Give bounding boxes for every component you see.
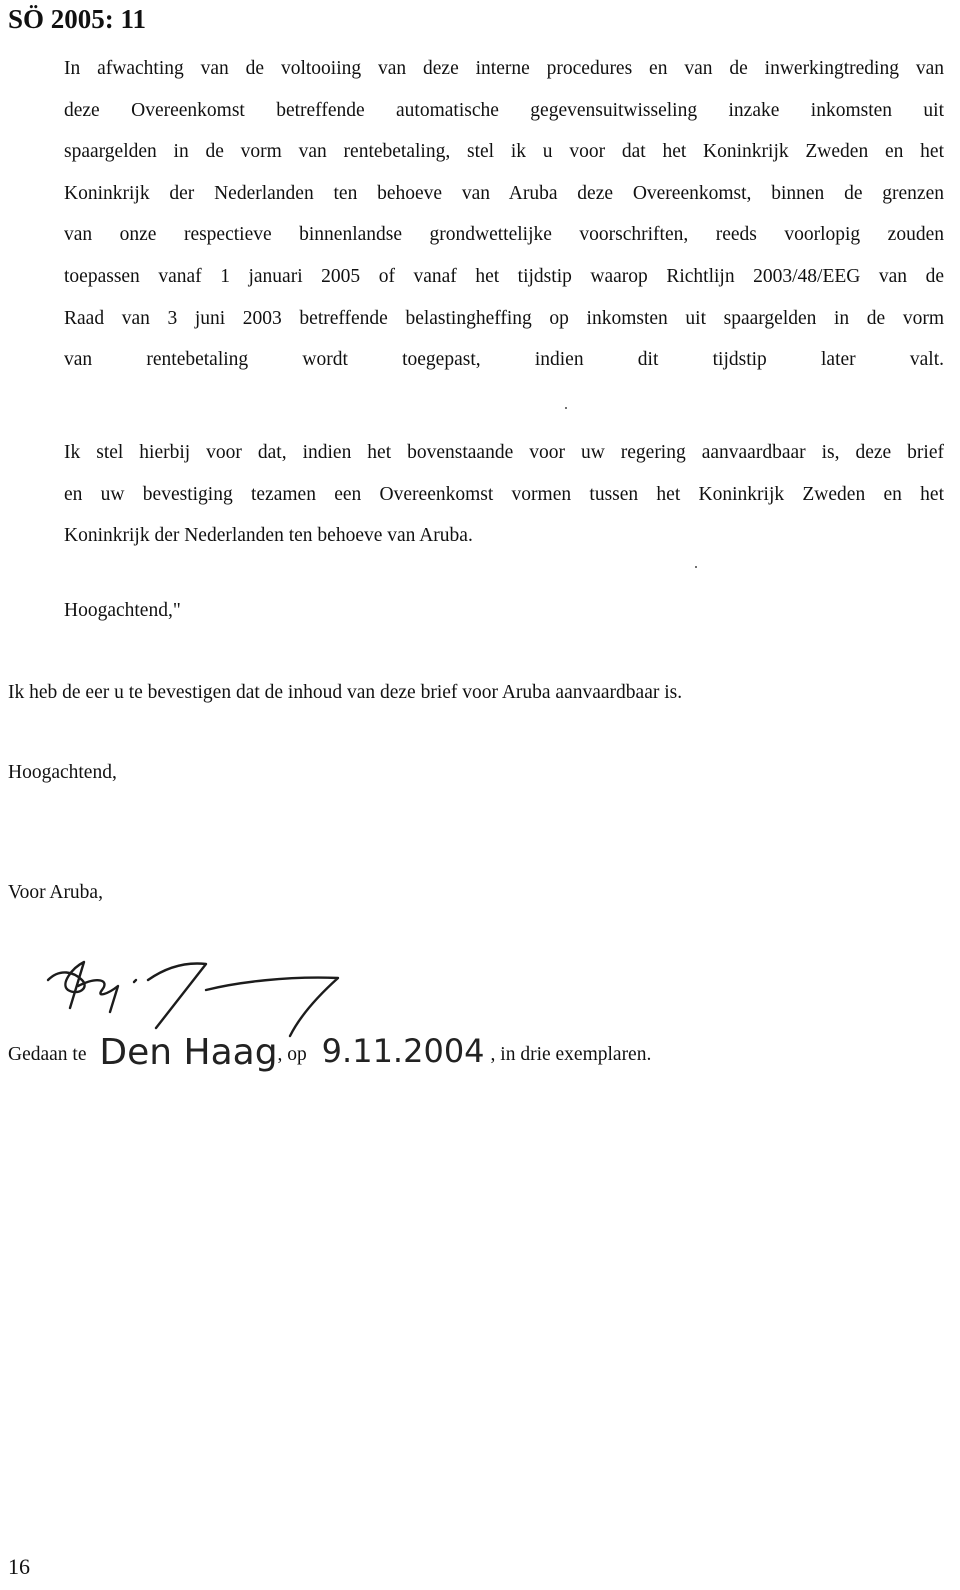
scan-speck — [695, 566, 697, 568]
text-line: spaargelden in de vorm van rentebetaling, stel ik u voor dat het Koninkrijk Zweden en het — [64, 141, 944, 163]
text-line: van onze respectieve binnenlandse grondwettelijke voorschriften, reeds voorlopig zouden — [64, 224, 944, 246]
text-line: deze Overeenkomst betreffende automatische gegevensuitwisseling inzake inkomsten uit — [64, 99, 944, 121]
execution-line — [8, 1032, 651, 1073]
signatory-label: Voor Aruba, — [8, 882, 103, 903]
handwritten-place: Den Haag — [99, 1032, 278, 1073]
closing-quoted: Hoogachtend," — [64, 600, 181, 621]
text-line: en uw bevestiging tezamen een Overeenkomst vormen tussen het Koninkrijk Zweden en het — [64, 483, 944, 505]
text-line: Koninkrijk der Nederlanden ten behoeve van Aruba deze Overeenkomst, binnen de grenzen — [64, 182, 944, 204]
text-line: In afwachting van de voltooiing van deze interne procedures en van de inwerkingtreding van — [64, 58, 944, 79]
closing-salutation: Hoogachtend, — [8, 762, 117, 783]
paragraph-proposal — [64, 432, 944, 557]
text-line: toepassen vanaf 1 januari 2005 of vanaf het tijdstip waarop Richtlijn 2003/48/EEG van de — [64, 265, 944, 287]
paragraph-provisional-application — [64, 48, 944, 381]
execution-prefix: Gedaan te — [8, 1044, 87, 1065]
execution-op: , op — [277, 1044, 307, 1065]
confirmation-sentence: Ik heb de eer u te bevestigen dat de inhoud van deze brief voor Aruba aanvaardbaar is. — [8, 682, 683, 703]
page-number: 16 — [8, 1554, 30, 1579]
handwritten-date: 9.11.2004 — [321, 1032, 485, 1070]
text-line: van rentebetaling wordt toegepast, indien dit tijdstip later valt. — [64, 349, 944, 371]
handwritten-signature — [38, 950, 358, 1040]
document-code: SÖ 2005: 11 — [8, 4, 147, 34]
text-line: Raad van 3 juni 2003 betreffende belastingheffing op inkomsten uit spaargelden in de vorm — [64, 307, 944, 329]
text-line: Koninkrijk der Nederlanden ten behoeve van Aruba. — [64, 525, 473, 547]
execution-suffix: , in drie exemplaren. — [490, 1044, 652, 1065]
scan-speck — [565, 407, 567, 409]
text-line: Ik stel hierbij voor dat, indien het bovenstaande voor uw regering aanvaardbaar is, deze brief — [64, 442, 944, 463]
